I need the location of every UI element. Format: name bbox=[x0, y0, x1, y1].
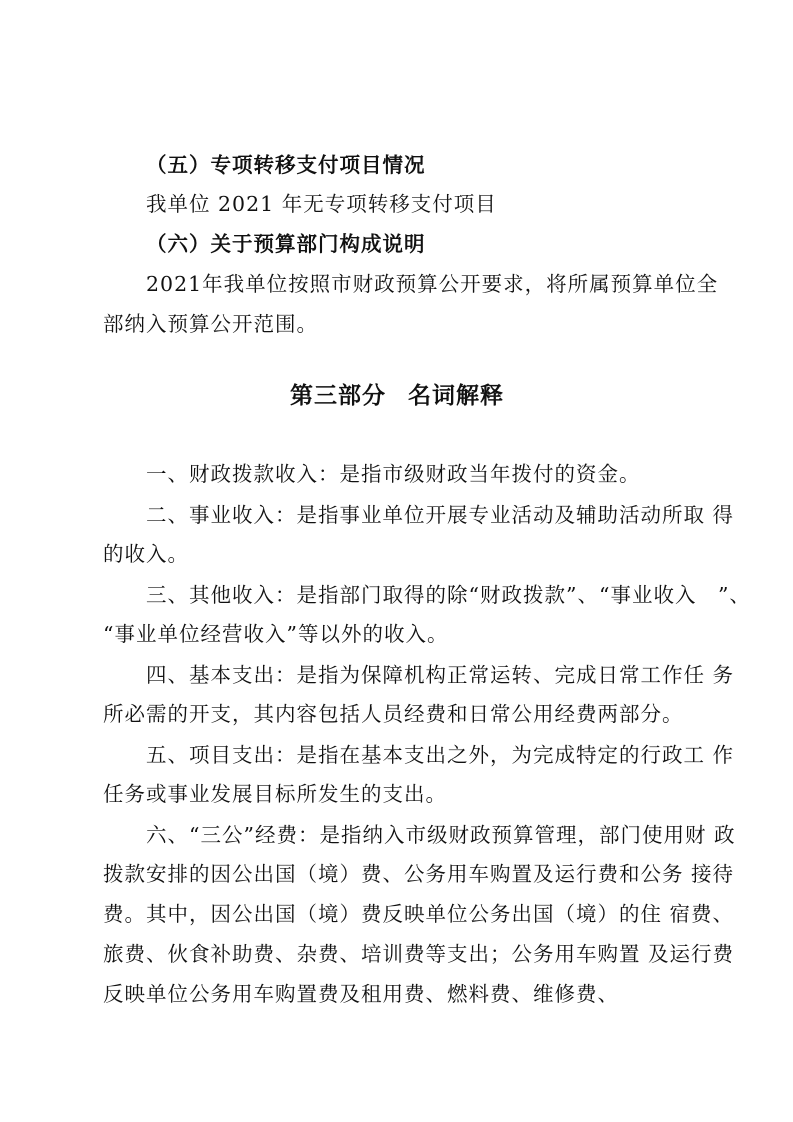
part-3-heading-title: 名词解释 bbox=[408, 383, 504, 409]
term-3-line-1: 三、其他收入：是指部门取得的除“财政拨款”、“事业收入 ”、 bbox=[146, 583, 751, 607]
term-2-line-2: 的收入。 bbox=[103, 542, 189, 566]
term-6-line-5: 反映单位公务用车购置费及租用费、燃料费、维修费、 bbox=[103, 982, 619, 1006]
term-6-line-3: 费。其中，因公出国（境）费反映单位公务出国（境）的住 宿费、 bbox=[103, 902, 735, 926]
term-1-line-1: 一、财政拨款收入：是指市级财政当年拨付的资金。 bbox=[146, 462, 641, 486]
part-3-heading-part: 第三部分 bbox=[290, 383, 386, 409]
term-6-line-2: 拨款安排的因公出国（境）费、公务用车购置及运行费和公务 接待 bbox=[103, 862, 735, 886]
section-6-body-line-2: 部纳入预算公开范围。 bbox=[103, 312, 318, 336]
term-3-line-2: “事业单位经营收入”等以外的收入。 bbox=[103, 622, 449, 646]
term-2-line-1: 二、事业收入：是指事业单位开展专业活动及辅助活动所取 得 bbox=[146, 503, 735, 527]
section-6-title: （六）关于预算部门构成说明 bbox=[146, 232, 426, 256]
section-5-title: （五）专项转移支付项目情况 bbox=[146, 153, 426, 177]
section-6-body-line-1: 2021年我单位按照市财政预算公开要求，将所属预算单位全 bbox=[146, 272, 719, 296]
term-6-line-1: 六、“三公”经费：是指纳入市级财政预算管理，部门使用财 政 bbox=[146, 823, 736, 847]
term-6-line-4: 旅费、伙食补助费、杂费、培训费等支出；公务用车购置 及运行费 bbox=[103, 942, 735, 966]
term-5-line-1: 五、项目支出：是指在基本支出之外，为完成特定的行政工 作 bbox=[146, 743, 735, 767]
section-5-body: 我单位 2021 年无专项转移支付项目 bbox=[146, 192, 497, 216]
part-3-heading bbox=[290, 382, 504, 410]
term-5-line-2: 任务或事业发展目标所发生的支出。 bbox=[103, 782, 447, 806]
term-4-line-1: 四、基本支出：是指为保障机构正常运转、完成日常工作任 务 bbox=[146, 663, 735, 687]
term-4-line-2: 所必需的开支，其内容包括人员经费和日常公用经费两部分。 bbox=[103, 702, 684, 726]
